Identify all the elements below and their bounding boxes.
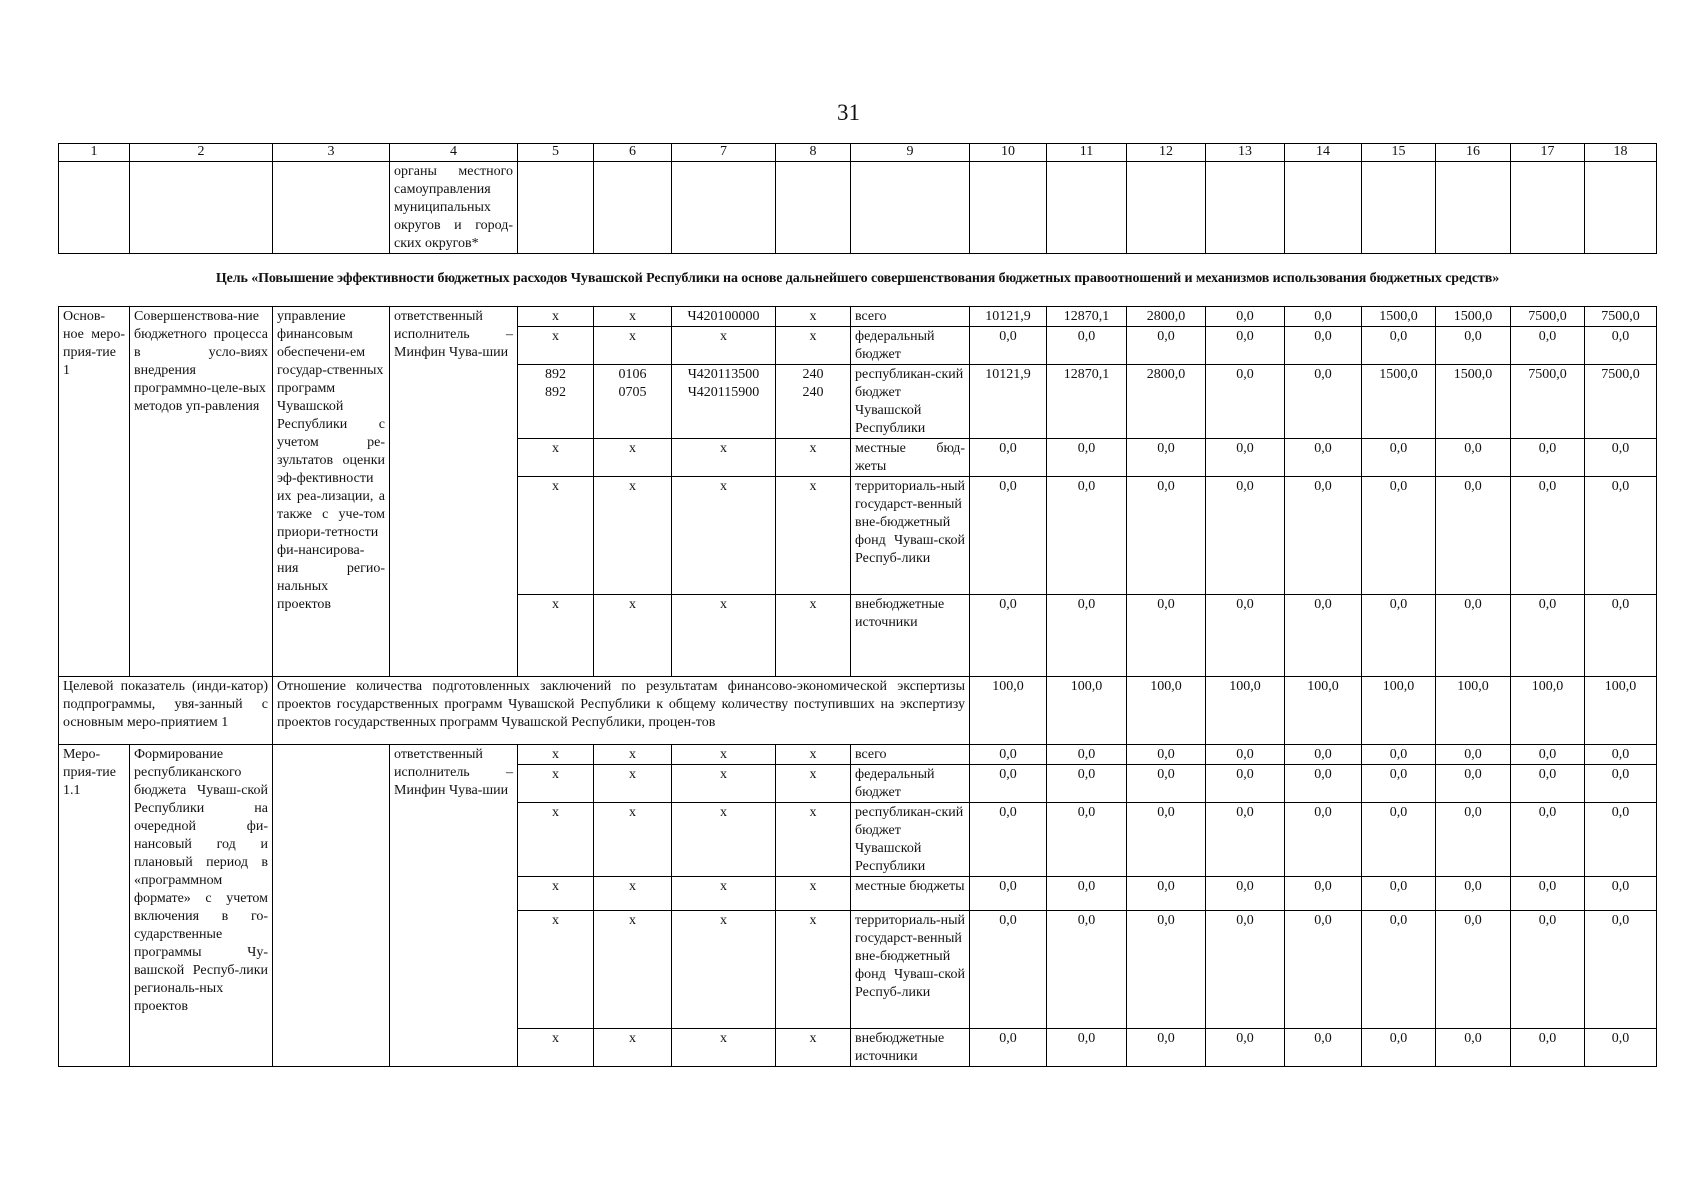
code-cell: x bbox=[776, 765, 851, 803]
empty-cell bbox=[1206, 162, 1285, 254]
source-cell: республикан-ский бюджет Чувашской Республики bbox=[851, 803, 970, 877]
code-cell: x bbox=[518, 477, 594, 595]
code-cell: x bbox=[776, 439, 851, 477]
code-cell: x bbox=[594, 765, 672, 803]
value-cell: 0,0 bbox=[1047, 803, 1127, 877]
value-cell: 0,0 bbox=[970, 911, 1047, 1029]
value-cell: 0,0 bbox=[1285, 477, 1362, 595]
value-cell: 0,0 bbox=[1047, 595, 1127, 677]
value-cell: 0,0 bbox=[1362, 765, 1436, 803]
code-cell: x bbox=[594, 911, 672, 1029]
value-cell: 0,0 bbox=[1511, 877, 1585, 911]
value-cell: 0,0 bbox=[1206, 327, 1285, 365]
value-cell: 0,0 bbox=[1127, 327, 1206, 365]
value-cell: 0,0 bbox=[1127, 439, 1206, 477]
value-cell: 0,0 bbox=[1127, 595, 1206, 677]
code-cell: x bbox=[776, 595, 851, 677]
column-number: 16 bbox=[1436, 144, 1511, 162]
code-cell: x bbox=[776, 877, 851, 911]
code-cell: x bbox=[672, 327, 776, 365]
value-cell: 0,0 bbox=[1585, 877, 1657, 911]
column-number: 5 bbox=[518, 144, 594, 162]
source-cell: федеральный бюджет bbox=[851, 327, 970, 365]
value-cell: 0,0 bbox=[1127, 745, 1206, 765]
value-cell: 0,0 bbox=[1047, 877, 1127, 911]
value-cell: 0,0 bbox=[1047, 911, 1127, 1029]
column-number: 4 bbox=[390, 144, 518, 162]
source-cell: федеральный бюджет bbox=[851, 765, 970, 803]
value-cell: 100,0 bbox=[1047, 677, 1127, 745]
target-label: Целевой показатель (инди-катор) подпрограммы, увя-занный с основным меро-приятием 1 bbox=[59, 677, 273, 745]
empty-cell bbox=[1585, 162, 1657, 254]
executor-cell: ответственный исполнитель – Минфин Чува-шии bbox=[390, 745, 518, 1067]
value-cell: 7500,0 bbox=[1511, 365, 1585, 439]
table-row bbox=[59, 307, 1657, 327]
value-cell: 100,0 bbox=[1206, 677, 1285, 745]
code-cell: x bbox=[518, 765, 594, 803]
value-cell: 0,0 bbox=[1511, 745, 1585, 765]
value-cell: 0,0 bbox=[1585, 595, 1657, 677]
code-cell: x bbox=[776, 803, 851, 877]
value-cell: 100,0 bbox=[1127, 677, 1206, 745]
code-cell: x bbox=[594, 877, 672, 911]
value-cell: 0,0 bbox=[1436, 765, 1511, 803]
source-cell: республикан-ский бюджет Чувашской Республики bbox=[851, 365, 970, 439]
code-cell: 892 892 bbox=[518, 365, 594, 439]
value-cell: 0,0 bbox=[1585, 745, 1657, 765]
value-cell: 0,0 bbox=[1127, 877, 1206, 911]
empty-cell bbox=[130, 162, 273, 254]
table-row bbox=[59, 162, 1657, 254]
executor-cell: органы местного самоуправления муниципальных округов и город-ских округов* bbox=[390, 162, 518, 254]
empty-cell bbox=[518, 162, 594, 254]
code-cell: x bbox=[776, 911, 851, 1029]
status-cell: Меро-прия-тие 1.1 bbox=[59, 745, 130, 1067]
column-number: 9 bbox=[851, 144, 970, 162]
code-cell: 0106 0705 bbox=[594, 365, 672, 439]
code-cell: x bbox=[672, 1029, 776, 1067]
code-cell: x bbox=[594, 327, 672, 365]
value-cell: 0,0 bbox=[1206, 595, 1285, 677]
value-cell: 0,0 bbox=[1436, 439, 1511, 477]
goal-text: Цель «Повышение эффективности бюджетных расходов Чувашской Республики на основе дальнейшего совершенствования бюджетных правоотношений и механизмов использования бюджетных средств» bbox=[59, 254, 1657, 307]
value-cell: 0,0 bbox=[1585, 327, 1657, 365]
empty-cell bbox=[59, 162, 130, 254]
value-cell: 0,0 bbox=[1285, 595, 1362, 677]
value-cell: 0,0 bbox=[1585, 477, 1657, 595]
value-cell: 0,0 bbox=[1206, 911, 1285, 1029]
value-cell: 0,0 bbox=[1285, 877, 1362, 911]
value-cell: 0,0 bbox=[1047, 439, 1127, 477]
column-number-row bbox=[59, 144, 1657, 162]
status-cell: Основ-ное меро-прия-тие 1 bbox=[59, 307, 130, 677]
code-cell: x bbox=[518, 745, 594, 765]
code-cell: x bbox=[518, 439, 594, 477]
empty-cell bbox=[594, 162, 672, 254]
value-cell: 0,0 bbox=[1511, 803, 1585, 877]
value-cell: 7500,0 bbox=[1585, 365, 1657, 439]
code-cell: Ч420100000 bbox=[672, 307, 776, 327]
value-cell: 0,0 bbox=[1436, 327, 1511, 365]
value-cell: 0,0 bbox=[1285, 765, 1362, 803]
code-cell: x bbox=[518, 307, 594, 327]
code-cell: x bbox=[672, 911, 776, 1029]
column-number: 8 bbox=[776, 144, 851, 162]
code-cell: x bbox=[672, 477, 776, 595]
source-cell: территориаль-ный государст-венный вне-бюджетный фонд Чуваш-ской Респуб-лики bbox=[851, 477, 970, 595]
name-cell: Совершенствова-ние бюджетного процесса в усло-виях внедрения программно-целе-вых методов уп-равления bbox=[130, 307, 273, 677]
value-cell: 0,0 bbox=[1436, 477, 1511, 595]
value-cell: 0,0 bbox=[1285, 439, 1362, 477]
value-cell: 0,0 bbox=[1206, 1029, 1285, 1067]
value-cell: 0,0 bbox=[1511, 1029, 1585, 1067]
value-cell: 100,0 bbox=[1585, 677, 1657, 745]
empty-cell bbox=[1362, 162, 1436, 254]
value-cell: 0,0 bbox=[1436, 877, 1511, 911]
code-cell: x bbox=[672, 439, 776, 477]
column-number: 17 bbox=[1511, 144, 1585, 162]
value-cell: 0,0 bbox=[1285, 803, 1362, 877]
value-cell: 7500,0 bbox=[1511, 307, 1585, 327]
program-table bbox=[58, 143, 1657, 1067]
value-cell: 12870,1 bbox=[1047, 307, 1127, 327]
value-cell: 0,0 bbox=[1585, 1029, 1657, 1067]
value-cell: 0,0 bbox=[1436, 803, 1511, 877]
source-cell: местные бюд-жеты bbox=[851, 439, 970, 477]
code-cell: x bbox=[518, 595, 594, 677]
name-cell: Формирование республиканского бюджета Чуваш-ской Республики на очередной фи-нансовый год и плановый период в «программном формате» с учетом включения в го-сударственные программы Чу-вашской Респуб-лики региональ-ных проектов bbox=[130, 745, 273, 1067]
value-cell: 0,0 bbox=[1362, 745, 1436, 765]
column-number: 18 bbox=[1585, 144, 1657, 162]
code-cell: x bbox=[672, 745, 776, 765]
value-cell: 0,0 bbox=[1436, 911, 1511, 1029]
value-cell: 0,0 bbox=[1511, 911, 1585, 1029]
value-cell: 0,0 bbox=[1436, 1029, 1511, 1067]
page-number: 31 bbox=[837, 100, 860, 125]
empty-cell bbox=[1127, 162, 1206, 254]
value-cell: 0,0 bbox=[1047, 477, 1127, 595]
value-cell: 0,0 bbox=[1362, 1029, 1436, 1067]
empty-cell bbox=[273, 745, 390, 1067]
value-cell: 1500,0 bbox=[1362, 365, 1436, 439]
value-cell: 2800,0 bbox=[1127, 365, 1206, 439]
code-cell: x bbox=[776, 327, 851, 365]
value-cell: 0,0 bbox=[970, 877, 1047, 911]
value-cell: 0,0 bbox=[970, 439, 1047, 477]
value-cell: 0,0 bbox=[1206, 477, 1285, 595]
value-cell: 0,0 bbox=[1362, 327, 1436, 365]
value-cell: 0,0 bbox=[1585, 439, 1657, 477]
value-cell: 0,0 bbox=[1511, 595, 1585, 677]
value-cell: 0,0 bbox=[1511, 327, 1585, 365]
empty-cell bbox=[1511, 162, 1585, 254]
value-cell: 0,0 bbox=[1285, 1029, 1362, 1067]
value-cell: 0,0 bbox=[1436, 745, 1511, 765]
column-number: 3 bbox=[273, 144, 390, 162]
code-cell: x bbox=[518, 327, 594, 365]
code-cell: Ч420113500 Ч420115900 bbox=[672, 365, 776, 439]
value-cell: 0,0 bbox=[1047, 327, 1127, 365]
value-cell: 0,0 bbox=[1127, 765, 1206, 803]
value-cell: 1500,0 bbox=[1436, 365, 1511, 439]
column-number: 6 bbox=[594, 144, 672, 162]
code-cell: x bbox=[594, 1029, 672, 1067]
value-cell: 0,0 bbox=[1206, 803, 1285, 877]
value-cell: 0,0 bbox=[1047, 745, 1127, 765]
empty-cell bbox=[851, 162, 970, 254]
column-number: 2 bbox=[130, 144, 273, 162]
code-cell: x bbox=[594, 307, 672, 327]
table-row bbox=[59, 745, 1657, 765]
value-cell: 0,0 bbox=[1127, 911, 1206, 1029]
code-cell: x bbox=[776, 745, 851, 765]
target-text: Отношение количества подготовленных заключений по результатам финансово-экономической экспертизы проектов государственных программ Чувашской Республики к общему количеству поступивших на экспертизу проектов государственных программ Чувашской Республики, процен-тов bbox=[273, 677, 970, 745]
value-cell: 100,0 bbox=[970, 677, 1047, 745]
source-cell: местные бюджеты bbox=[851, 877, 970, 911]
empty-cell bbox=[970, 162, 1047, 254]
value-cell: 0,0 bbox=[1362, 439, 1436, 477]
empty-cell bbox=[1285, 162, 1362, 254]
value-cell: 0,0 bbox=[1362, 595, 1436, 677]
code-cell: x bbox=[594, 745, 672, 765]
value-cell: 0,0 bbox=[1585, 803, 1657, 877]
value-cell: 0,0 bbox=[1285, 327, 1362, 365]
column-number: 11 bbox=[1047, 144, 1127, 162]
value-cell: 0,0 bbox=[1285, 307, 1362, 327]
code-cell: x bbox=[776, 1029, 851, 1067]
value-cell: 100,0 bbox=[1436, 677, 1511, 745]
value-cell: 0,0 bbox=[1047, 765, 1127, 803]
value-cell: 0,0 bbox=[1047, 1029, 1127, 1067]
source-cell: всего bbox=[851, 745, 970, 765]
source-cell: территориаль-ный государст-венный вне-бюджетный фонд Чуваш-ской Респуб-лики bbox=[851, 911, 970, 1029]
value-cell: 2800,0 bbox=[1127, 307, 1206, 327]
value-cell: 0,0 bbox=[970, 765, 1047, 803]
value-cell: 0,0 bbox=[1511, 439, 1585, 477]
value-cell: 0,0 bbox=[1362, 877, 1436, 911]
code-cell: x bbox=[776, 477, 851, 595]
value-cell: 0,0 bbox=[1206, 307, 1285, 327]
value-cell: 0,0 bbox=[970, 1029, 1047, 1067]
value-cell: 100,0 bbox=[1285, 677, 1362, 745]
value-cell: 0,0 bbox=[1362, 803, 1436, 877]
value-cell: 0,0 bbox=[1585, 765, 1657, 803]
empty-cell bbox=[1047, 162, 1127, 254]
value-cell: 0,0 bbox=[1206, 765, 1285, 803]
column-number: 12 bbox=[1127, 144, 1206, 162]
goal-row bbox=[59, 254, 1657, 307]
value-cell: 0,0 bbox=[1436, 595, 1511, 677]
column-number: 14 bbox=[1285, 144, 1362, 162]
column-number: 15 bbox=[1362, 144, 1436, 162]
code-cell: x bbox=[672, 803, 776, 877]
code-cell: x bbox=[594, 477, 672, 595]
target-indicator-row bbox=[59, 677, 1657, 745]
code-cell: x bbox=[776, 307, 851, 327]
value-cell: 0,0 bbox=[1285, 911, 1362, 1029]
value-cell: 0,0 bbox=[1206, 439, 1285, 477]
value-cell: 1500,0 bbox=[1436, 307, 1511, 327]
code-cell: x bbox=[594, 803, 672, 877]
empty-cell bbox=[672, 162, 776, 254]
value-cell: 10121,9 bbox=[970, 365, 1047, 439]
code-cell: x bbox=[518, 877, 594, 911]
source-cell: внебюджетные источники bbox=[851, 595, 970, 677]
value-cell: 0,0 bbox=[1511, 765, 1585, 803]
value-cell: 100,0 bbox=[1511, 677, 1585, 745]
code-cell: x bbox=[672, 595, 776, 677]
value-cell: 0,0 bbox=[1585, 911, 1657, 1029]
empty-cell bbox=[273, 162, 390, 254]
code-cell: x bbox=[594, 595, 672, 677]
code-cell: x bbox=[672, 765, 776, 803]
value-cell: 0,0 bbox=[1127, 477, 1206, 595]
value-cell: 100,0 bbox=[1362, 677, 1436, 745]
value-cell: 0,0 bbox=[970, 595, 1047, 677]
value-cell: 0,0 bbox=[1206, 365, 1285, 439]
code-cell: x bbox=[672, 877, 776, 911]
column-number: 13 bbox=[1206, 144, 1285, 162]
empty-cell bbox=[1436, 162, 1511, 254]
code-cell: x bbox=[594, 439, 672, 477]
value-cell: 0,0 bbox=[1511, 477, 1585, 595]
value-cell: 10121,9 bbox=[970, 307, 1047, 327]
column-number: 7 bbox=[672, 144, 776, 162]
value-cell: 0,0 bbox=[1206, 877, 1285, 911]
value-cell: 0,0 bbox=[970, 327, 1047, 365]
value-cell: 12870,1 bbox=[1047, 365, 1127, 439]
value-cell: 0,0 bbox=[1362, 477, 1436, 595]
value-cell: 0,0 bbox=[970, 477, 1047, 595]
value-cell: 0,0 bbox=[1362, 911, 1436, 1029]
value-cell: 0,0 bbox=[1127, 803, 1206, 877]
code-cell: x bbox=[518, 1029, 594, 1067]
value-cell: 7500,0 bbox=[1585, 307, 1657, 327]
column-number: 1 bbox=[59, 144, 130, 162]
value-cell: 0,0 bbox=[1285, 745, 1362, 765]
code-cell: x bbox=[518, 803, 594, 877]
code-cell: 240 240 bbox=[776, 365, 851, 439]
executor-cell: ответственный исполнитель – Минфин Чува-шии bbox=[390, 307, 518, 677]
value-cell: 0,0 bbox=[970, 745, 1047, 765]
source-cell: всего bbox=[851, 307, 970, 327]
value-cell: 0,0 bbox=[1206, 745, 1285, 765]
indicator-cell: управление финансовым обеспечени-ем государ-ственных программ Чувашской Республики с учетом ре-зультатов оценки эф-фективности их реа-лизации, а также с уче-том приори-тетности фи-нансирова-ния регио-нальных проектов bbox=[273, 307, 390, 677]
column-number: 10 bbox=[970, 144, 1047, 162]
code-cell: x bbox=[518, 911, 594, 1029]
value-cell: 1500,0 bbox=[1362, 307, 1436, 327]
source-cell: внебюджетные источники bbox=[851, 1029, 970, 1067]
value-cell: 0,0 bbox=[970, 803, 1047, 877]
empty-cell bbox=[776, 162, 851, 254]
value-cell: 0,0 bbox=[1127, 1029, 1206, 1067]
value-cell: 0,0 bbox=[1285, 365, 1362, 439]
